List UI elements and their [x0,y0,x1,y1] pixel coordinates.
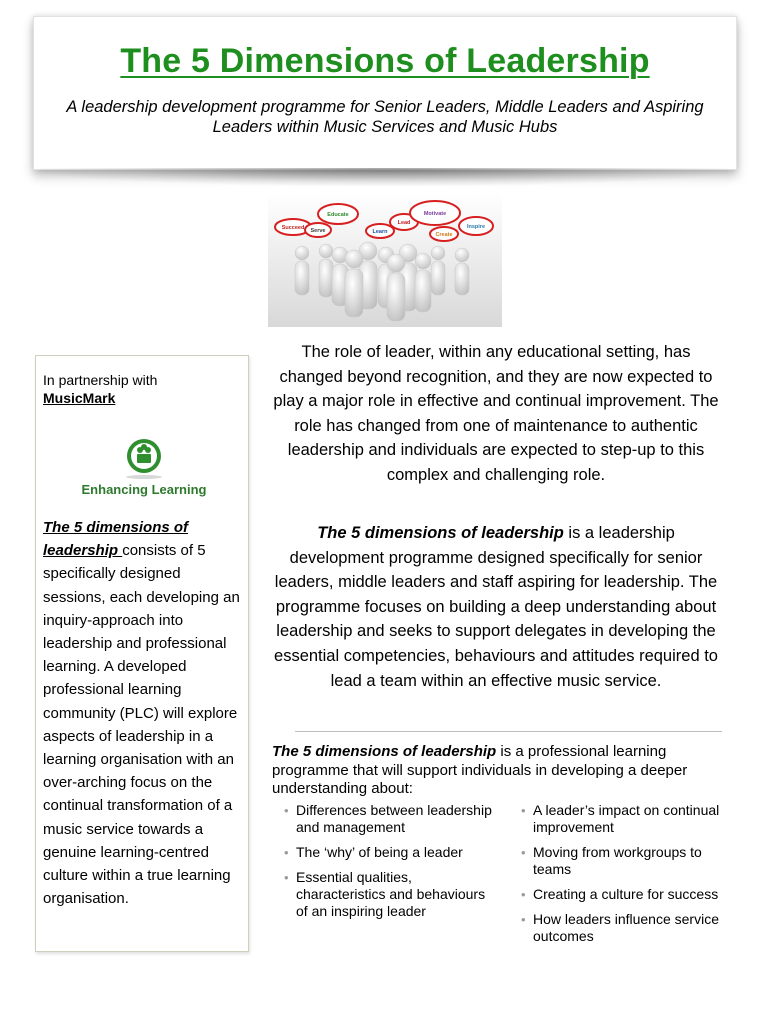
topics-list-left [284,802,494,920]
intro-paragraph: The role of leader, within any educational setting, has changed beyond recognition, and they are now expected to play a major role in effective and continual improvement. The role has changed from one of maintenance to authentic leadership and individuals are expected to step-up to this complex and challenging role. [273,343,719,484]
logo-badge-icon [64,434,224,482]
bubble-word: Create [435,232,453,238]
about-paragraph [272,743,722,799]
partner-name: MusicMark [43,390,116,406]
bubble-word: Inspire [466,224,486,230]
leadership-people-illustration [268,193,502,327]
sidebar-description [43,516,245,910]
bubble-word: Serve [310,228,326,234]
partner-label: In partnership with [43,372,158,388]
list-item: • Moving from workgroups to teams [521,844,731,878]
bubble-word: Educate [327,212,349,218]
sidebar-body-text: consists of 5 specifically designed sessions, each developing an inquiry-approach into leadership and professional learning. A developed professional learning community (PLC) will explore aspects of leadership in a learning organisation with an over-arching focus on the continual transformation of a music service towards a genuine learning-centred culture within a true learning organisation. [43,542,240,908]
bubble-word: Lead [397,220,411,226]
page-subtitle: A leadership development programme for Senior Leaders, Middle Leaders and Aspiring Leaders within Music Services and Music Hubs [66,98,704,136]
partner-block [43,371,157,407]
header-shadow [40,168,728,186]
list-item: • How leaders influence service outcomes [521,911,731,945]
list-item: • A leader’s impact on continual improvement [521,802,731,836]
programme-text: is a leadership development programme designed specifically for senior leaders, middle leaders and staff aspiring for leadership. The programme focuses on building a deep understanding about leadership and seeks to support delegates in developing the essential competencies, behaviours and attitudes required to lead a team within an effective music service. [274,524,718,690]
list-item: • Differences between leadership and management [284,802,494,836]
sidebar-programme-name: The 5 dimensions of leadership [43,519,189,560]
list-item: • Essential qualities, characteristics and behaviours of an inspiring leader [284,869,494,920]
about-programme-name: The 5 dimensions of leadership [272,743,497,760]
list-item: • Creating a culture for success [521,886,731,903]
programme-paragraph [270,521,722,693]
partnership-sidebar [35,355,249,952]
about-text: is a professional learning programme that will support individuals in developing a deeper understanding about: [272,743,688,797]
bubble-word: Motivate [423,211,447,217]
logo-text: Enhancing Learning [81,482,207,497]
programme-name: The 5 dimensions of leadership [317,524,564,542]
list-item: • The ‘why’ of being a leader [284,844,494,861]
section-divider [295,731,722,732]
header-banner [33,16,737,170]
page-title: The 5 Dimensions of Leadership [120,42,650,80]
bubble-word: Succeed [281,225,305,231]
bubble-word: Learn [372,229,388,235]
topics-list-right [521,802,731,945]
enhancing-learning-logo [64,434,224,504]
